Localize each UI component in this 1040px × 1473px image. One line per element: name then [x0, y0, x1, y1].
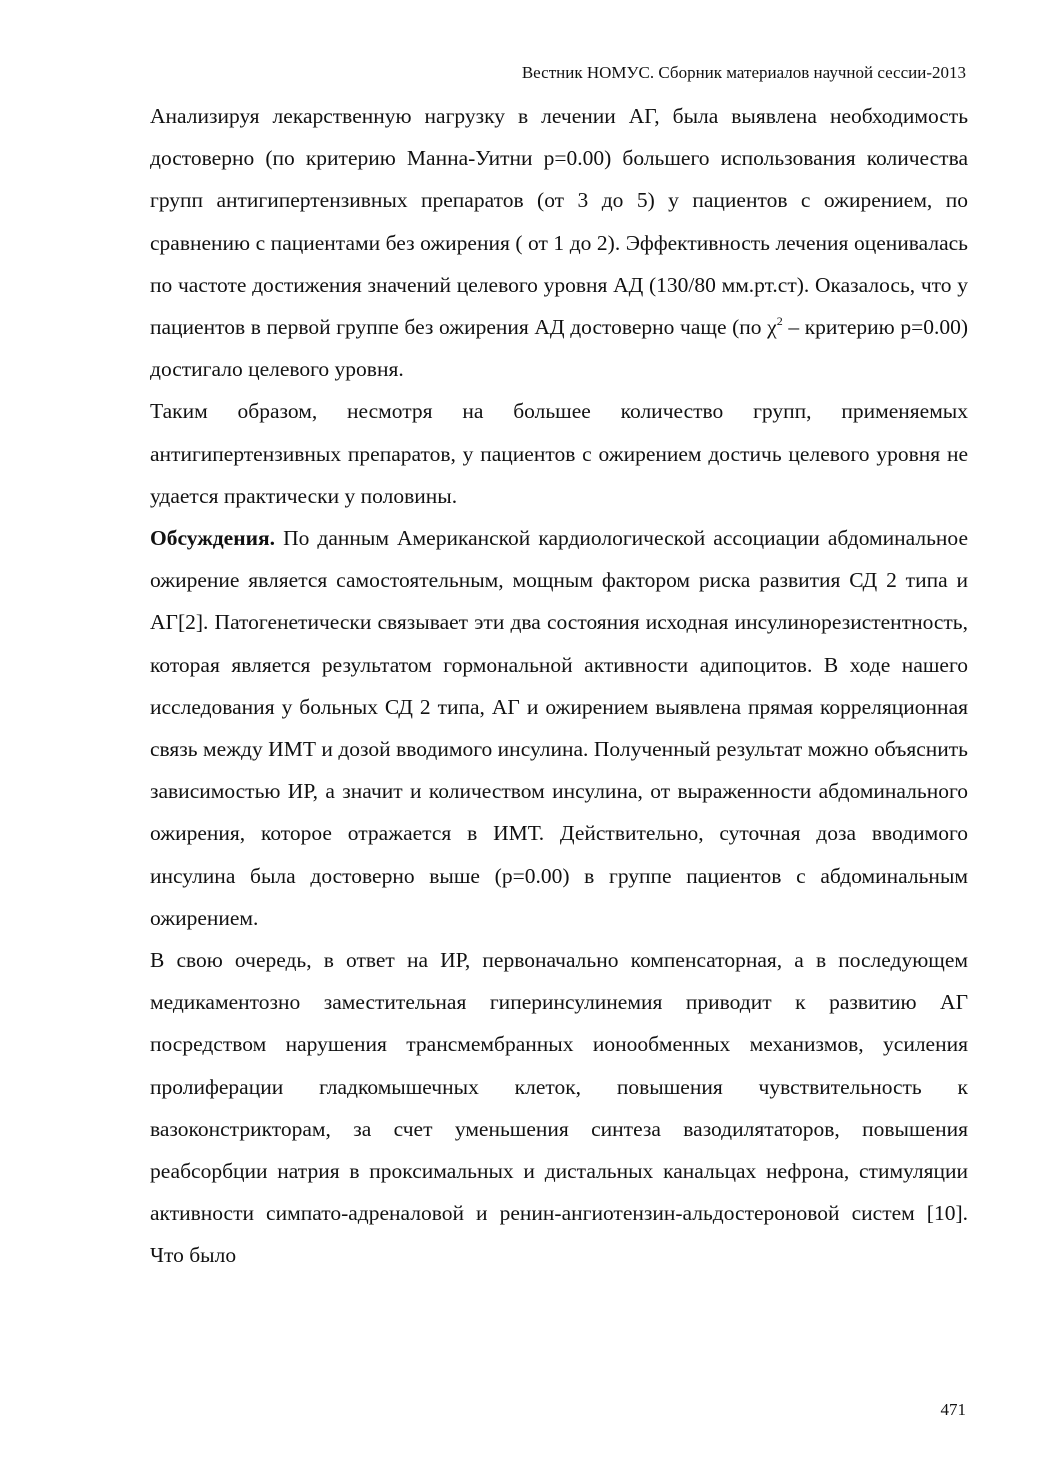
paragraph-results — [150, 95, 968, 390]
section-heading-discussion: Обсуждения. — [150, 526, 275, 551]
chi-square-superscript: 2 — [776, 314, 783, 329]
paragraph-results-text: Анализируя лекарственную нагрузку в лечении АГ, была выявлена необходимость достоверно (по критерию Манна-Уитни p=0.00) большего использования количества групп антигипертензивных препаратов (от 3 до 5) у пациентов с ожирением, по сравнению с пациентами без ожирения ( от 1 до 2). Эффективность лечения оценивалась по частоте достижения значений целевого уровня АД (130/80 мм.рт.ст). Оказалось, что у пациентов в первой группе без ожирения АД достоверно чаще (по χ — [150, 104, 968, 340]
paragraph-mechanisms: В свою очередь, в ответ на ИР, первоначально компенсаторная, а в последующем медикаментозно заместительная гиперинсулинемия приводит к развитию АГ посредством нарушения трансмембранных ионообменных механизмов, усиления пролиферации гладкомышечных клеток, повышения чувствительность к вазоконстрикторам, за счет уменьшения синтеза вазодилятаторов, повышения реабсорбции натрия в проксимальных и дистальных канальцах нефрона, стимуляции активности симпато-адреналовой и ренин-ангиотензин-альдостероновой систем [10]. Что было — [150, 948, 968, 1268]
body-text — [150, 95, 968, 1277]
paragraph-results-text-end: – критерию p=0.00) достигало целевого уровня. — [150, 315, 968, 382]
paragraph-discussion-text: По данным Американской кардиологической ассоциации абдоминальное ожирение является самостоятельным, мощным фактором риска развития СД 2 типа и АГ[2]. Патогенетически связывает эти два состояния исходная инсулинорезистентность, которая является результатом гормональной активности адипоцитов. В ходе нашего исследования у больных СД 2 типа, АГ и ожирением выявлена прямая корреляционная связь между ИМТ и дозой вводимого инсулина. Полученный результат можно объяснить зависимостью ИР, а значит и количеством инсулина, от выраженности абдоминального ожирения, которое отражается в ИМТ. Действительно, суточная доза вводимого инсулина была достоверно выше (p=0.00) в группе пациентов с абдоминальным ожирением. — [150, 526, 968, 930]
page-number: 471 — [940, 1400, 966, 1419]
paragraph-discussion — [150, 517, 968, 939]
running-header: Вестник НОМУС. Сборник материалов научной сессии-2013 — [521, 63, 966, 82]
paragraph-conclusion: Таким образом, несмотря на большее количество групп, применяемых антигипертензивных препаратов, у пациентов с ожирением достичь целевого уровня не удается практически у половины. — [150, 399, 968, 508]
